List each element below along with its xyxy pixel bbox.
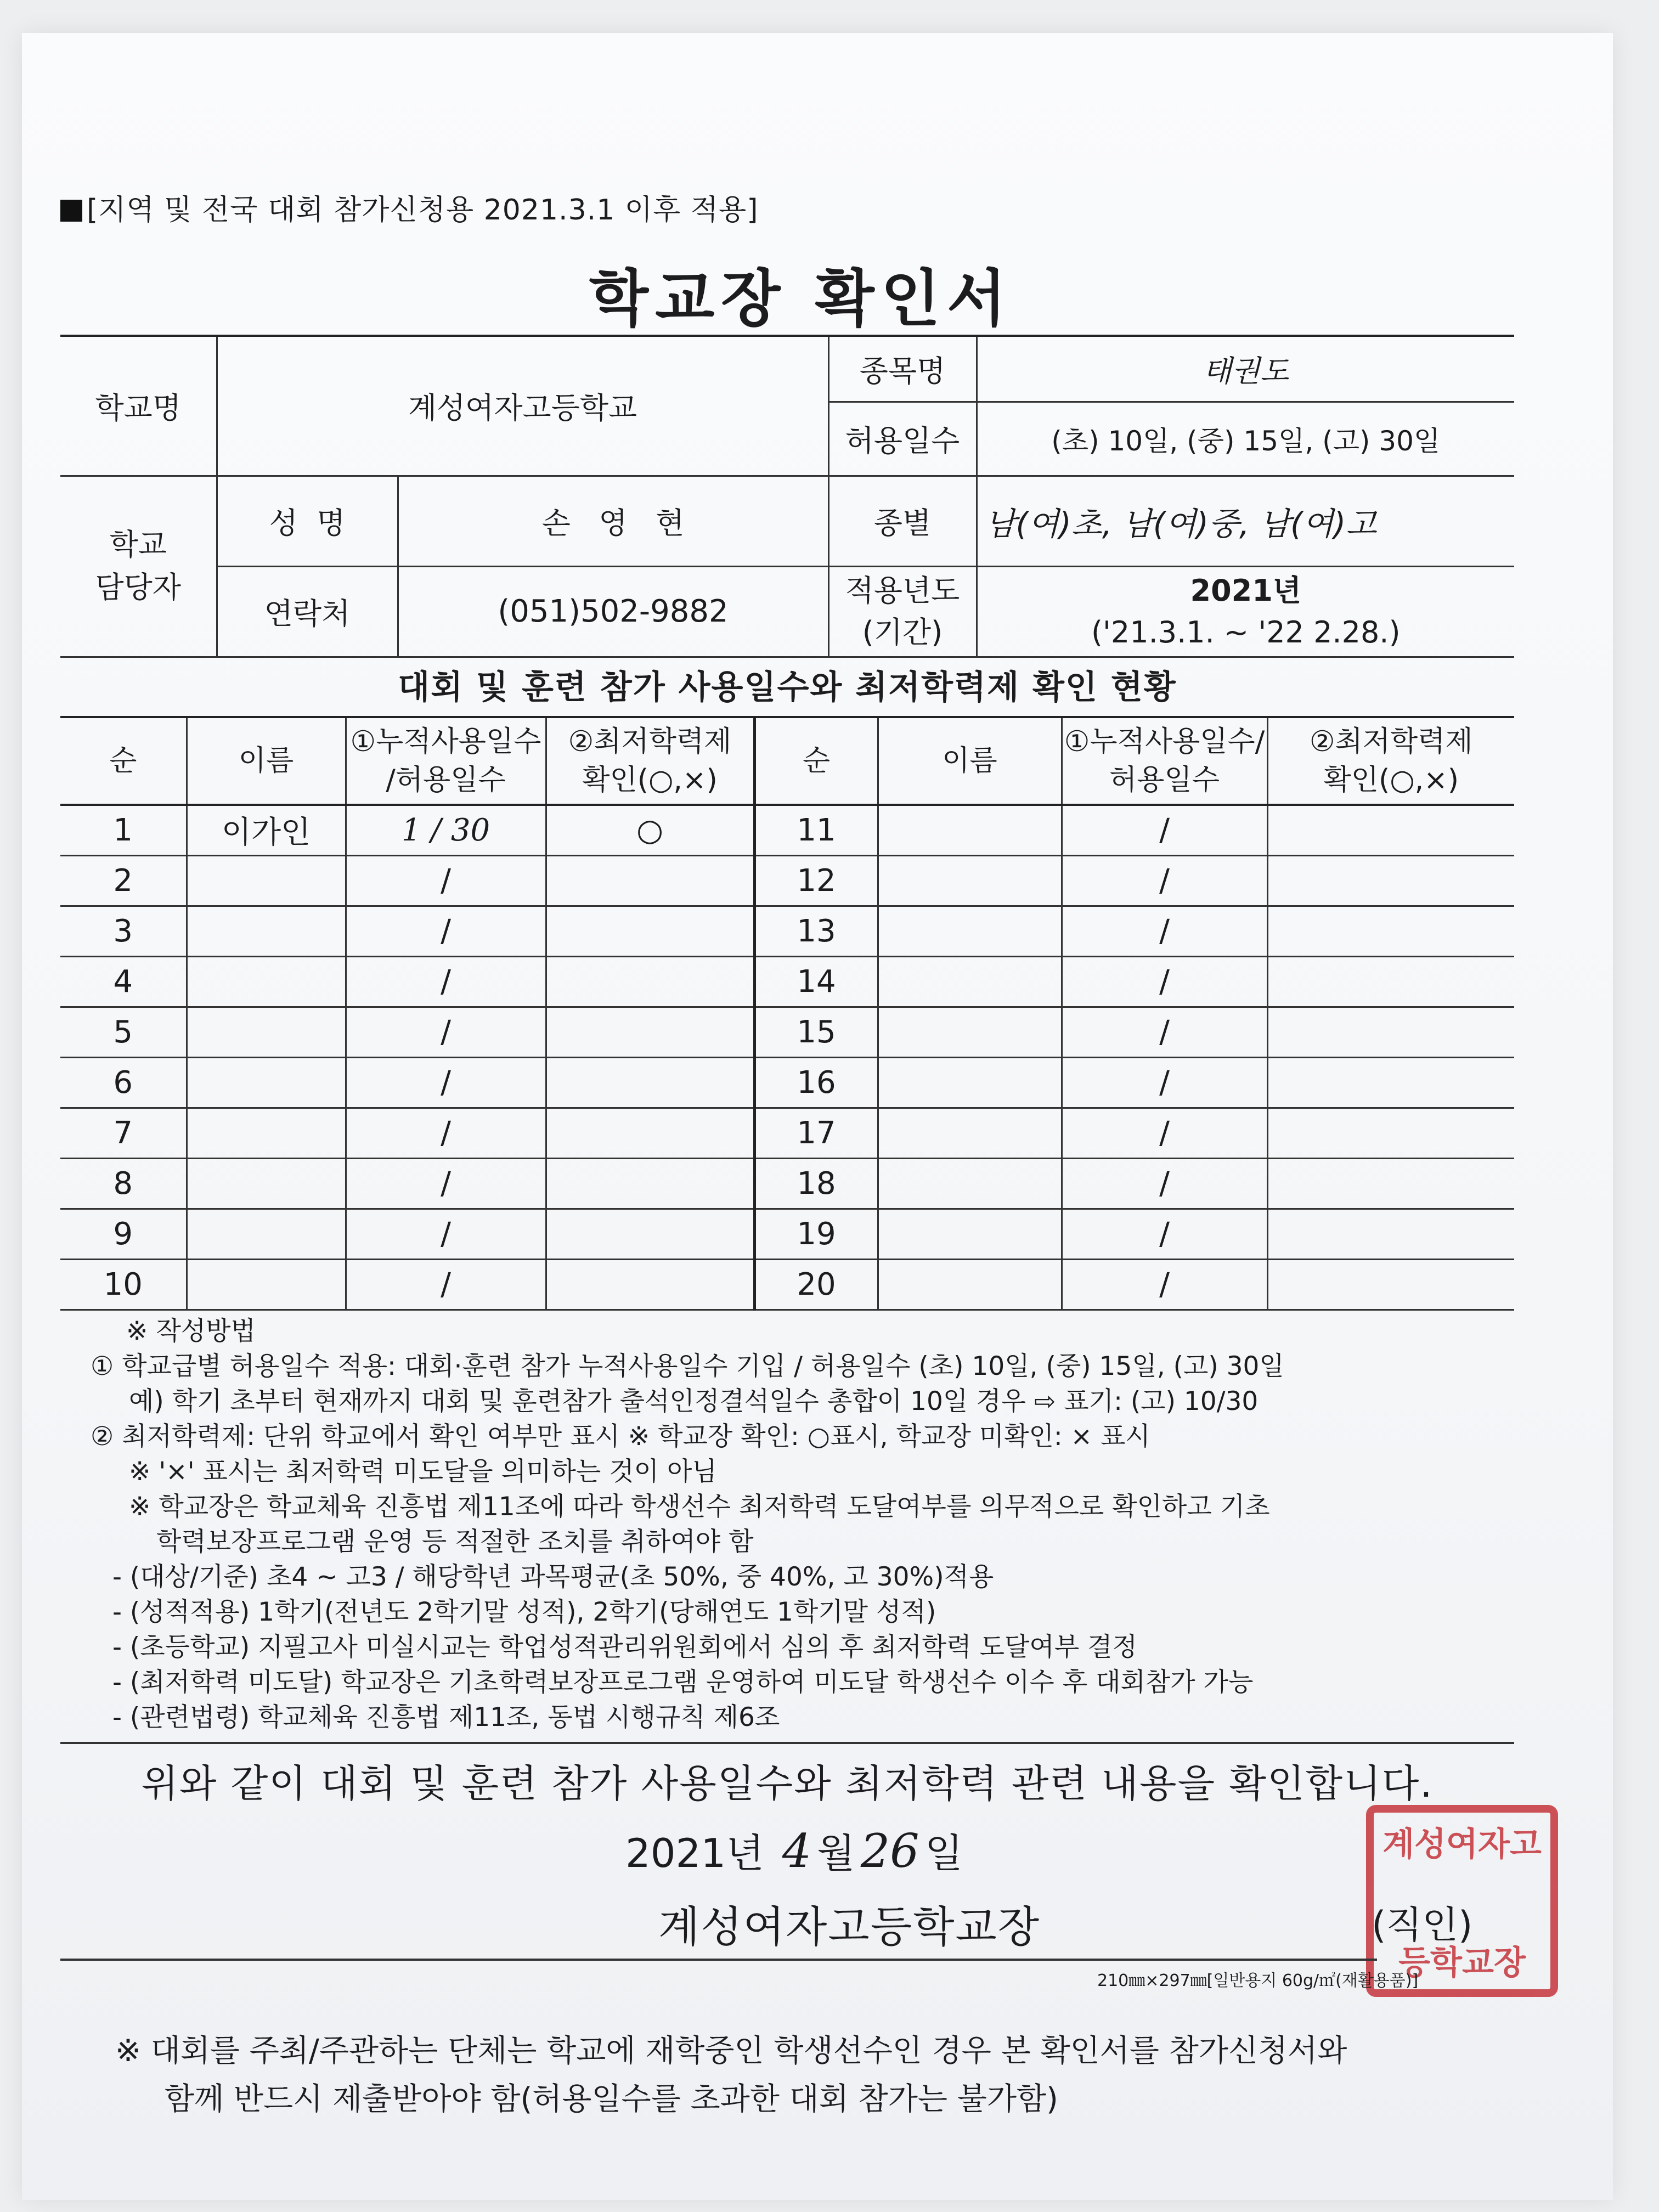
cell-name-left [187, 1007, 346, 1057]
note-1: ① 학교급별 허용일수 적용: 대회·훈련 참가 누적사용일수 기입 / 허용일수 (초) 10일, (중) 15일, (고) 30일 [91, 1351, 1284, 1381]
header-days-right [1062, 717, 1267, 805]
cell-check-left [546, 956, 754, 1007]
cell-seq-left: 7 [60, 1108, 187, 1158]
cell-seq-right: 18 [754, 1158, 878, 1209]
table-row [60, 1209, 1514, 1259]
cell-seq-left: 2 [60, 855, 187, 906]
cell-check-right [1267, 1209, 1514, 1259]
divider-bottom [60, 1959, 1377, 1961]
cell-name-left [187, 1108, 346, 1158]
roster-body [60, 805, 1514, 1310]
table-row [60, 1259, 1514, 1310]
cell-check-left [546, 1158, 754, 1209]
cell-days-right: / [1062, 906, 1267, 956]
cell-name-left [187, 1209, 346, 1259]
cell-check-left [546, 1007, 754, 1057]
table-row [60, 855, 1514, 906]
confirmation-text: 위와 같이 대회 및 훈련 참가 사용일수와 최저학력 관련 내용을 확인합니다. [141, 1761, 1434, 1806]
cell-days-right: / [1062, 956, 1267, 1007]
cell-check-right [1267, 1259, 1514, 1310]
cell-days-left: / [346, 1007, 546, 1057]
cell-days-right: / [1062, 1108, 1267, 1158]
table-row [60, 906, 1514, 956]
cell-seq-left: 4 [60, 956, 187, 1007]
roster-table [60, 716, 1514, 1311]
date-month-unit: 월 [817, 1830, 855, 1876]
cell-days-right: / [1062, 805, 1267, 855]
divider-top [60, 1742, 1514, 1744]
cell-check-right [1267, 855, 1514, 906]
cell-check-right [1267, 805, 1514, 855]
sport-label: 종목명 [828, 336, 977, 402]
cell-seq-left: 6 [60, 1057, 187, 1108]
category-value: 남(여)초, 남(여)중, 남(여)고 [977, 476, 1514, 566]
cell-check-right [1267, 906, 1514, 956]
date-day: 26 [860, 1824, 919, 1878]
name-value: 손 영 현 [398, 476, 828, 566]
cell-days-right: / [1062, 1057, 1267, 1108]
info-table [60, 335, 1514, 658]
note-2: ② 최저학력제: 단위 학교에서 확인 여부만 표시 ※ 학교장 확인: ○표시, 학교장 미확인: × 표시 [91, 1421, 1150, 1452]
name-label: 성 명 [217, 476, 398, 566]
table-row [60, 1158, 1514, 1209]
cell-days-right: / [1062, 1007, 1267, 1057]
cell-check-left [546, 906, 754, 956]
cell-days-left: / [346, 906, 546, 956]
cell-name-left [187, 855, 346, 906]
cell-days-left: / [346, 1108, 546, 1158]
cell-name-left [187, 1057, 346, 1108]
paper-spec: 210㎜×297㎜[일반용지 60g/㎡(재활용품)] [1097, 1971, 1419, 1990]
cell-seq-left: 5 [60, 1007, 187, 1057]
cell-seq-left: 9 [60, 1209, 187, 1259]
contact-person-label-line1: 학교 [109, 527, 167, 562]
cell-days-left: / [346, 1209, 546, 1259]
note-heading: ※ 작성방법 [126, 1316, 256, 1346]
header-min-right-line1: ②최저학력제 [1309, 725, 1473, 758]
cell-seq-right: 20 [754, 1259, 878, 1310]
contact-person-label-line2: 담당자 [95, 570, 181, 605]
date-year: 2021년 [625, 1830, 764, 1876]
year-label-line2: (기간) [862, 614, 943, 650]
cell-name-left [187, 1259, 346, 1310]
header-days-left-line1: ①누적사용일수 [350, 725, 541, 758]
principal-name: 계성여자고등학교장 [658, 1903, 1041, 1952]
header-seq-left: 순 [60, 717, 187, 805]
table-row [60, 956, 1514, 1007]
note-below-min: - (최저학력 미도달) 학교장은 기초학력보장프로그램 운영하여 미도달 학생선수 이수 후 대회참가 가능 [112, 1667, 1254, 1697]
cell-name-right [878, 1259, 1062, 1310]
cell-seq-right: 17 [754, 1108, 878, 1158]
year-label-line1: 적용년도 [845, 573, 960, 608]
cell-name-right [878, 1158, 1062, 1209]
cell-seq-left: 8 [60, 1158, 187, 1209]
cell-check-left [546, 1057, 754, 1108]
cell-check-right [1267, 1057, 1514, 1108]
cell-seq-left: 10 [60, 1259, 187, 1310]
date-day-unit: 일 [924, 1830, 963, 1876]
instructions [91, 1314, 1528, 1735]
header-days-right-line2: 허용일수 [1109, 764, 1220, 797]
table-row [60, 1007, 1514, 1057]
header-min-left-line2: 확인(○,×) [582, 764, 718, 797]
cell-days-left: 1 / 30 [346, 805, 546, 855]
header-seq-right: 순 [754, 717, 878, 805]
cell-check-right [1267, 1007, 1514, 1057]
cell-seq-right: 16 [754, 1057, 878, 1108]
cell-name-left [187, 956, 346, 1007]
cell-name-right [878, 1057, 1062, 1108]
table-row [60, 1057, 1514, 1108]
cell-check-right [1267, 1158, 1514, 1209]
cell-name-left [187, 1158, 346, 1209]
note-target: - (대상/기준) 초4 ~ 고3 / 해당학년 과목평균(초 50%, 중 40%, 고 30%)적용 [112, 1562, 994, 1592]
cell-days-right: / [1062, 855, 1267, 906]
header-note-text: [지역 및 전국 대회 참가신청용 2021.3.1 이후 적용] [87, 194, 759, 227]
note-law: - (관련법령) 학교체육 진흥법 제11조, 동법 시행규칙 제6조 [112, 1702, 780, 1733]
cell-seq-right: 19 [754, 1209, 878, 1259]
header-name-left: 이름 [187, 717, 346, 805]
note-elementary: - (초등학교) 지필고사 미실시교는 학업성적관리위원회에서 심의 후 최저학력 도달여부 결정 [112, 1632, 1137, 1662]
sport-value: 태권도 [977, 336, 1514, 402]
contact-person-label [60, 476, 217, 657]
seal-label: (직인) [1372, 1904, 1473, 1947]
cell-seq-right: 11 [754, 805, 878, 855]
cell-check-left [546, 855, 754, 906]
date-month: 4 [782, 1824, 812, 1878]
header-min-left [546, 717, 754, 805]
cell-seq-right: 14 [754, 956, 878, 1007]
note-2-sub1: ※ '×' 표시는 최저학력 미도달을 의미하는 것이 아님 [129, 1457, 717, 1487]
cell-days-right: / [1062, 1158, 1267, 1209]
header-days-right-line1: ①누적사용일수/ [1064, 725, 1265, 758]
year-value-period: ('21.3.1. ~ '22 2.28.) [1091, 614, 1401, 650]
cell-seq-left: 3 [60, 906, 187, 956]
cell-days-left: / [346, 1259, 546, 1310]
cell-name-right [878, 855, 1062, 906]
note-grades: - (성적적용) 1학기(전년도 2학기말 성적), 2학기(당해연도 1학기말 성적) [112, 1597, 936, 1627]
cell-seq-right: 13 [754, 906, 878, 956]
table-row [60, 1108, 1514, 1158]
school-name: 계성여자고등학교 [217, 336, 828, 476]
cell-days-left: / [346, 1057, 546, 1108]
seal-text-top: 계성여자고 [1383, 1825, 1542, 1864]
page-title: 학교장 확인서 [589, 263, 1013, 335]
phone-label: 연락처 [217, 566, 398, 657]
cell-name-right [878, 1108, 1062, 1158]
header-min-left-line1: ②최저학력제 [568, 725, 732, 758]
allowed-days-label: 허용일수 [828, 402, 977, 476]
cell-name-right [878, 805, 1062, 855]
phone-value: (051)502-9882 [398, 566, 828, 657]
table-row [60, 805, 1514, 855]
footer-line2: 함께 반드시 제출받아야 함(허용일수를 초과한 대회 참가는 불가함) [165, 2081, 1058, 2117]
note-2-sub2-cont: 학력보장프로그램 운영 등 적절한 조치를 취하여야 함 [156, 1527, 754, 1557]
cell-name-right [878, 956, 1062, 1007]
cell-days-left: / [346, 1158, 546, 1209]
cell-name-right [878, 1007, 1062, 1057]
footer-note [115, 2027, 1542, 2124]
roster-title: 대회 및 훈련 참가 사용일수와 최저학력제 확인 현황 [398, 668, 1177, 707]
cell-days-right: / [1062, 1259, 1267, 1310]
note-1-example: 예) 학기 초부터 현재까지 대회 및 훈련참가 출석인정결석일수 총합이 10일 경우 ⇨ 표기: (고) 10/30 [129, 1386, 1259, 1417]
cell-name-left [187, 906, 346, 956]
header-days-left [346, 717, 546, 805]
cell-seq-left: 1 [60, 805, 187, 855]
cell-check-right [1267, 956, 1514, 1007]
year-label [828, 566, 977, 657]
cell-check-left: ○ [546, 805, 754, 855]
cell-name-left: 이가인 [187, 805, 346, 855]
note-2-sub2: ※ 학교장은 학교체육 진흥법 제11조에 따라 학생선수 최저학력 도달여부를 의무적으로 확인하고 기초 [129, 1492, 1270, 1522]
cell-check-left [546, 1259, 754, 1310]
cell-name-right [878, 1209, 1062, 1259]
category-label: 종별 [828, 476, 977, 566]
header-name-right: 이름 [878, 717, 1062, 805]
header-days-left-line2: /허용일수 [386, 764, 506, 797]
header-note [60, 187, 759, 228]
cell-seq-right: 12 [754, 855, 878, 906]
cell-check-right [1267, 1108, 1514, 1158]
cell-days-right: / [1062, 1209, 1267, 1259]
header-min-right [1267, 717, 1514, 805]
header-min-right-line2: 확인(○,×) [1323, 764, 1459, 797]
seal-text-bottom: 등학교장 [1398, 1944, 1526, 1982]
allowed-days-value: (초) 10일, (중) 15일, (고) 30일 [977, 402, 1514, 476]
cell-check-left [546, 1209, 754, 1259]
signature-date [625, 1821, 963, 1878]
year-value-year: 2021년 [1190, 573, 1301, 608]
cell-days-left: / [346, 855, 546, 906]
cell-seq-right: 15 [754, 1007, 878, 1057]
cell-days-left: / [346, 956, 546, 1007]
school-label: 학교명 [60, 336, 217, 476]
square-bullet-icon [60, 200, 82, 222]
footer-line1: ※ 대회를 주최/주관하는 단체는 학교에 재학중인 학생선수인 경우 본 확인서를 참가신청서와 [115, 2033, 1347, 2069]
cell-name-right [878, 906, 1062, 956]
year-value [977, 566, 1514, 657]
cell-check-left [546, 1108, 754, 1158]
